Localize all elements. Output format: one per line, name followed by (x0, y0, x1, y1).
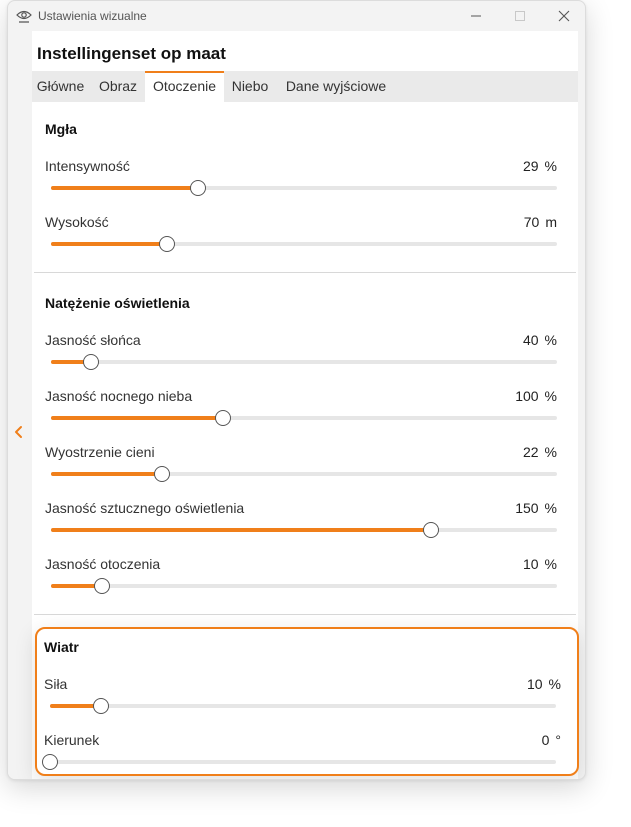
maximize-icon (514, 10, 526, 22)
slider-thumb[interactable] (83, 354, 99, 370)
maximize-button[interactable] (508, 6, 532, 26)
wind-section (35, 627, 579, 776)
fog-height-label: Wysokość (45, 214, 109, 230)
ambient-brightness-slider[interactable] (51, 578, 557, 594)
slider-thumb[interactable] (159, 236, 175, 252)
fog-height-value: 70 m (523, 214, 557, 230)
section-title-lighting: Natężenie oświetlenia (45, 295, 190, 311)
shadow-sharpening-slider[interactable] (51, 466, 557, 482)
slider-thumb[interactable] (93, 698, 109, 714)
wind-strength-slider[interactable] (50, 698, 556, 714)
close-icon (558, 10, 570, 22)
slider-thumb[interactable] (423, 522, 439, 538)
slider-thumb[interactable] (42, 754, 58, 770)
fog-height-slider[interactable] (51, 236, 557, 252)
tab-dane-wyjsciowe[interactable]: Dane wyjściowe (285, 78, 387, 94)
minimize-button[interactable] (464, 6, 488, 26)
tab-bar (32, 71, 578, 102)
page-title: Instellingenset op maat (37, 44, 226, 63)
slider-thumb[interactable] (215, 410, 231, 426)
fog-intensity-label: Intensywność (45, 158, 130, 174)
slider-thumb[interactable] (154, 466, 170, 482)
artificial-light-brightness-value: 150 % (515, 500, 557, 516)
wind-direction-slider[interactable] (50, 754, 556, 770)
ambient-brightness-value: 10 % (522, 556, 557, 572)
close-button[interactable] (552, 6, 576, 26)
shadow-sharpening-label: Wyostrzenie cieni (45, 444, 155, 460)
tab-niebo[interactable]: Niebo (231, 78, 269, 94)
wind-direction-label: Kierunek (44, 732, 100, 748)
tab-otoczenie[interactable]: Otoczenie (145, 71, 224, 102)
section-divider (34, 272, 576, 273)
artificial-light-brightness-label: Jasność sztucznego oświetlenia (45, 500, 245, 516)
artificial-light-brightness-slider[interactable] (51, 522, 557, 538)
chevron-left-icon[interactable] (11, 424, 25, 440)
tab-obraz[interactable]: Obraz (98, 78, 138, 94)
fog-intensity-slider[interactable] (51, 180, 557, 196)
settings-panel (32, 31, 578, 779)
minimize-icon (470, 10, 482, 22)
fog-intensity-value: 29 % (522, 158, 557, 174)
slider-thumb[interactable] (190, 180, 206, 196)
ambient-brightness-label: Jasność otoczenia (45, 556, 161, 572)
night-sky-brightness-slider[interactable] (51, 410, 557, 426)
title-bar[interactable] (8, 1, 585, 31)
sun-brightness-slider[interactable] (51, 354, 557, 370)
section-divider (34, 614, 576, 615)
wind-strength-value: 10 % (526, 676, 561, 692)
visual-settings-window (7, 0, 586, 780)
tab-content-otoczenie (32, 102, 578, 779)
eye-icon (16, 9, 32, 23)
sun-brightness-value: 40 % (522, 332, 557, 348)
wind-strength-label: Siła (44, 676, 68, 692)
slider-thumb[interactable] (94, 578, 110, 594)
wind-direction-value: 0 ° (541, 732, 561, 748)
section-title-wind: Wiatr (44, 639, 79, 655)
night-sky-brightness-value: 100 % (515, 388, 557, 404)
night-sky-brightness-label: Jasność nocnego nieba (45, 388, 193, 404)
shadow-sharpening-value: 22 % (522, 444, 557, 460)
sun-brightness-label: Jasność słońca (45, 332, 141, 348)
tab-glowne[interactable]: Główne (36, 78, 85, 94)
window-title: Ustawienia wizualne (38, 9, 147, 23)
section-title-fog: Mgła (45, 121, 77, 137)
left-rail (8, 31, 32, 779)
